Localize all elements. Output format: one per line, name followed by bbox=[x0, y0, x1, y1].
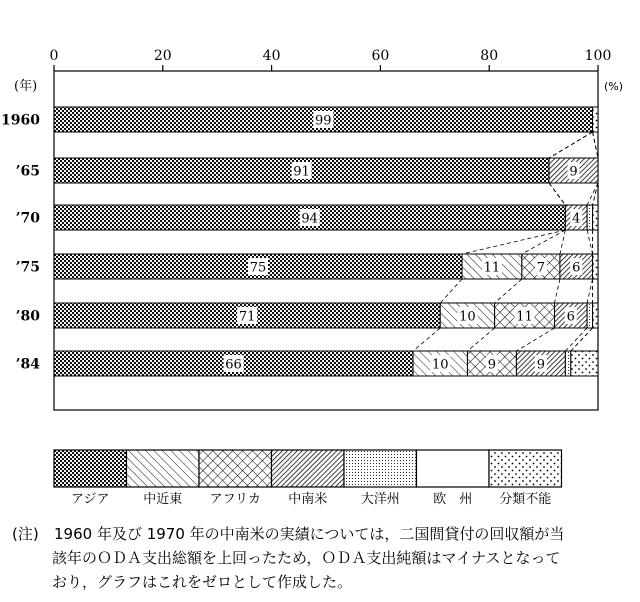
legend-swatch bbox=[489, 450, 562, 487]
data-label: 9 bbox=[536, 357, 546, 373]
data-label: 11 bbox=[516, 309, 533, 325]
footnote-label: (注) bbox=[12, 525, 39, 543]
bar-segment bbox=[593, 205, 598, 230]
data-label: 10 bbox=[459, 309, 476, 325]
footnote-line3: おり，グラフはこれをゼロとして作成した。 bbox=[52, 573, 353, 591]
connector-line bbox=[560, 230, 565, 254]
x-tick-label: 60 bbox=[371, 48, 390, 64]
connector-line bbox=[467, 328, 494, 351]
legend-swatch bbox=[344, 450, 417, 487]
bar-segment bbox=[587, 303, 592, 328]
connector-line bbox=[593, 183, 598, 205]
y-axis-unit: (年) bbox=[14, 79, 38, 94]
data-label: 7 bbox=[536, 260, 546, 276]
bar-segment bbox=[587, 205, 592, 230]
legend-label: 分類不能 bbox=[499, 492, 552, 507]
connector-line bbox=[516, 328, 554, 351]
connector-line bbox=[565, 328, 587, 351]
bar-segment bbox=[593, 254, 598, 279]
legend-label: 中近東 bbox=[143, 492, 183, 507]
connector-line bbox=[554, 279, 559, 303]
data-label: 91 bbox=[293, 164, 310, 180]
data-label: 6 bbox=[572, 260, 581, 276]
category-label: ’84 bbox=[15, 356, 40, 373]
legend-label: アジア bbox=[71, 492, 110, 507]
legend-label: 大洋州 bbox=[360, 492, 400, 507]
data-label: 94 bbox=[301, 211, 318, 227]
x-tick-label: 80 bbox=[480, 48, 499, 64]
category-label: 1960 bbox=[1, 112, 40, 129]
connector-line bbox=[587, 183, 598, 205]
connector-line bbox=[413, 328, 440, 351]
data-label: 11 bbox=[483, 260, 501, 276]
footnote-line1: 1960 年及び 1970 年の中南米の実績については，二国間貸付の回収額が当 bbox=[54, 525, 565, 543]
data-label: 99 bbox=[315, 113, 332, 129]
connector-line bbox=[495, 279, 522, 303]
legend bbox=[54, 450, 562, 507]
connector-line bbox=[571, 328, 593, 351]
bar-segment bbox=[571, 351, 598, 376]
x-tick-label: 0 bbox=[49, 48, 59, 64]
data-label: 9 bbox=[569, 164, 578, 180]
legend-swatch bbox=[54, 450, 127, 487]
bar-segment bbox=[565, 351, 570, 376]
data-label: 66 bbox=[225, 357, 242, 373]
connector-line bbox=[587, 230, 592, 254]
legend-swatch bbox=[272, 450, 345, 487]
category-label: ’70 bbox=[15, 210, 40, 227]
data-label: 75 bbox=[249, 260, 267, 276]
connector-line bbox=[462, 230, 565, 254]
connector-line bbox=[593, 132, 598, 158]
legend-swatch bbox=[127, 450, 200, 487]
connector-line bbox=[587, 279, 592, 303]
data-label: 10 bbox=[431, 357, 449, 373]
footnote bbox=[12, 522, 632, 594]
bar-segment bbox=[593, 107, 598, 132]
x-axis-tick-labels bbox=[50, 48, 612, 71]
x-axis-unit: (%) bbox=[604, 80, 624, 93]
legend-swatch bbox=[417, 450, 490, 487]
connector-line bbox=[549, 183, 565, 205]
x-tick-label: 100 bbox=[584, 48, 612, 64]
legend-label: 欧 州 bbox=[433, 492, 473, 507]
footnote-line2: 該年のＯＤＡ支出総額を上回ったため，ＯＤＡ支出純額はマイナスとなって bbox=[52, 549, 561, 567]
connector-line bbox=[549, 132, 593, 158]
data-label: 4 bbox=[572, 211, 581, 227]
category-label: ’75 bbox=[15, 259, 40, 276]
connector-line bbox=[440, 279, 462, 303]
data-label: 71 bbox=[238, 309, 256, 325]
legend-swatch bbox=[199, 450, 272, 487]
x-tick-label: 20 bbox=[153, 48, 172, 64]
x-tick-label: 40 bbox=[262, 48, 281, 64]
category-label: ’65 bbox=[15, 163, 40, 180]
data-label: 9 bbox=[487, 357, 497, 373]
data-label: 6 bbox=[566, 309, 575, 325]
connector-line bbox=[522, 230, 566, 254]
category-label: ’80 bbox=[15, 308, 40, 325]
legend-label: アフリカ bbox=[209, 492, 261, 507]
bar-stack-group bbox=[1, 107, 598, 376]
legend-label: 中南米 bbox=[288, 492, 328, 507]
bar-segment bbox=[593, 303, 598, 328]
